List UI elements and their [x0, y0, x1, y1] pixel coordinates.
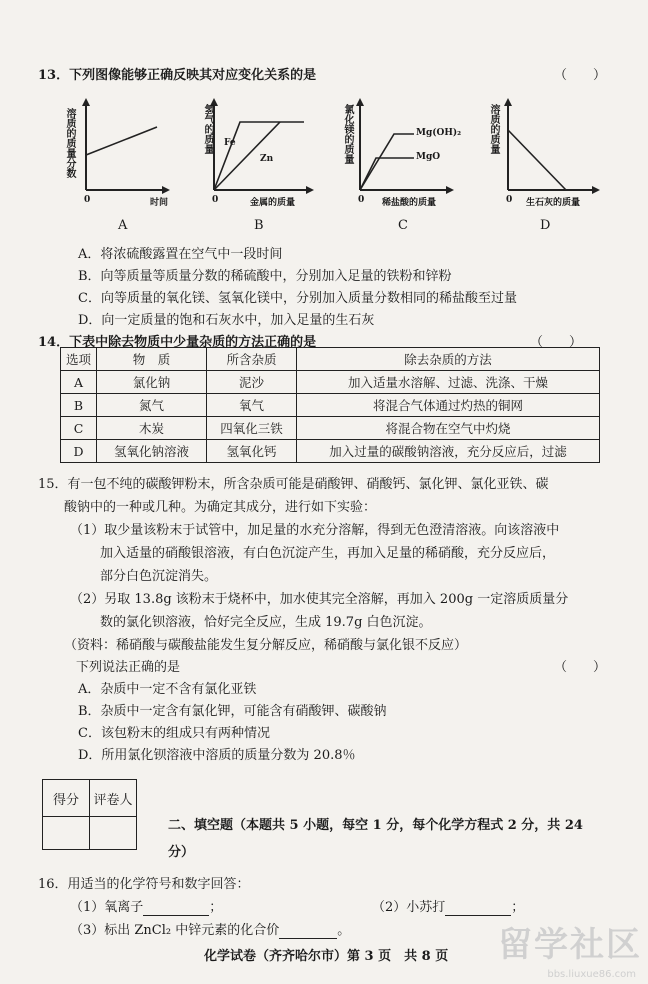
q14-table — [60, 347, 600, 463]
chart-a-xlabel: 时间 — [150, 198, 169, 208]
chart-b-origin: 0 — [212, 195, 219, 205]
chart-b — [188, 100, 318, 210]
q15-note: （资料：稀硝酸与碳酸盐能发生复分解反应，稀硝酸与氯化银不反应） — [64, 638, 468, 653]
header-substance: 物 质 — [97, 348, 207, 371]
chart-d-xlabel: 生石灰的质量 — [526, 198, 581, 208]
chart-b-x-arrow — [306, 186, 314, 194]
q16-blank-2[interactable] — [445, 900, 511, 916]
q15-ask: 下列说法正确的是 — [76, 660, 181, 675]
chart-d-ylabel: 溶质的质量 — [488, 104, 499, 154]
score-box-body — [43, 817, 137, 850]
chart-c-line-mgo — [360, 158, 414, 190]
q13-stem: 13．下列图像能够正确反映其对应变化关系的是 — [38, 68, 317, 83]
row-method: 加入过量的碳酸钠溶液，充分反应后，过滤 — [297, 440, 600, 463]
chart-b-series-zn: Zn — [260, 154, 274, 164]
row-option: A — [61, 371, 97, 394]
row-method: 将混合物在空气中灼烧 — [297, 417, 600, 440]
section-2-title: 二、填空题（本题共 5 小题，每空 1 分，每个化学方程式 2 分，共 24 — [168, 818, 583, 833]
q15-option-d: D．所用氯化钡溶液中溶质的质量分数为 20.8％ — [78, 748, 356, 763]
page-footer: 化学试卷（齐齐哈尔市）第 3 页 共 8 页 — [204, 949, 449, 964]
q16-item-2 — [372, 896, 524, 916]
chart-b-letter: B — [254, 218, 264, 233]
header-method: 除去杂质的方法 — [297, 348, 600, 371]
chart-c-origin: 0 — [358, 195, 365, 205]
chart-b-series-fe: Fe — [224, 138, 236, 148]
chart-c-plot — [338, 100, 478, 210]
chart-d-letter: D — [540, 218, 551, 233]
chart-c-xlabel: 稀盐酸的质量 — [382, 198, 437, 208]
q13-option-d: D．向一定质量的饱和石灰水中，加入足量的生石灰 — [78, 313, 375, 328]
chart-c-ylabel: 氯化镁的质量 — [342, 104, 353, 164]
row-option: B — [61, 394, 97, 417]
q15-p1-line-3: 部分白色沉淀消失。 — [100, 569, 218, 584]
row-impurity: 氢氧化钙 — [207, 440, 297, 463]
chart-d-x-arrow — [592, 186, 600, 194]
chart-c-letter: C — [398, 218, 408, 233]
chart-a — [62, 100, 172, 210]
table-header-row — [61, 348, 600, 371]
chart-b-xlabel: 金属的质量 — [250, 198, 296, 208]
chart-a-x-arrow — [162, 186, 170, 194]
row-substance: 氢氧化钠溶液 — [97, 440, 207, 463]
q16-item-2-semi: ； — [511, 900, 525, 915]
header-option: 选项 — [61, 348, 97, 371]
chart-c-y-arrow — [356, 98, 364, 106]
q15-p2-line-2: 数的氯化钡溶液，恰好完全反应，生成 19.7g 白色沉淀。 — [100, 615, 432, 630]
q16-item-3-period: 。 — [337, 923, 351, 938]
q13-option-b: B．向等质量等质量分数的稀硫酸中，分别加入足量的铁粉和锌粉 — [78, 269, 452, 284]
q13-option-a: A．将浓硫酸露置在空气中一段时间 — [78, 247, 283, 262]
q15-p1-line-1: （1）取少量该粉末于试管中，加足量的水充分溶解，得到无色澄清溶液。向该溶液中 — [70, 523, 560, 538]
table-row — [61, 417, 600, 440]
chart-a-origin: 0 — [84, 195, 91, 205]
q15-answer-paren: （ ） — [554, 660, 607, 675]
chart-a-ylabel: 溶质的质量分数 — [64, 108, 75, 178]
chart-d-plot — [486, 100, 612, 210]
q15-option-c: C．该包粉末的组成只有两种情况 — [78, 726, 270, 741]
q13-answer-paren: （ ） — [554, 68, 607, 83]
q16-item-1 — [70, 896, 222, 916]
table-row — [61, 371, 600, 394]
watermark-logo: 留学社区 — [498, 925, 642, 965]
q16-blank-1[interactable] — [143, 900, 209, 916]
chart-c-series-mgoh2: Mg(OH)₂ — [416, 128, 462, 138]
row-impurity: 泥沙 — [207, 371, 297, 394]
chart-c — [338, 100, 478, 210]
row-impurity: 四氧化三铁 — [207, 417, 297, 440]
header-impurity: 所含杂质 — [207, 348, 297, 371]
chart-a-y-arrow — [82, 98, 90, 106]
score-box-header — [43, 780, 137, 817]
q16-stem: 16．用适当的化学符号和数字回答： — [38, 877, 250, 892]
q15-line-1: 15．有一包不纯的碳酸钾粉末，所含杂质可能是硝酸钾、硝酸钙、氯化钾、氯化亚铁、碳 — [38, 477, 549, 492]
score-cell[interactable] — [43, 817, 90, 850]
q15-option-a: A．杂质中一定不含有氯化亚铁 — [78, 682, 257, 697]
table-row — [61, 394, 600, 417]
chart-a-plot — [62, 100, 172, 210]
row-substance: 氯化钠 — [97, 371, 207, 394]
grader-cell[interactable] — [90, 817, 137, 850]
chart-c-series-mgo: MgO — [416, 152, 441, 162]
q15-p2-line-1: （2）另取 13.8g 该粉末于烧杯中，加水使其完全溶解，再加入 200g 一定溶质质量分 — [70, 592, 569, 607]
chart-d — [486, 100, 612, 210]
chart-d-y-arrow — [504, 98, 512, 106]
q13-option-c: C．向等质量的氧化镁、氢氧化镁中，分别加入质量分数相同的稀盐酸至过量 — [78, 291, 517, 306]
row-method: 加入适量水溶解、过滤、洗涤、干燥 — [297, 371, 600, 394]
grader-label: 评卷人 — [90, 780, 137, 817]
section-2-title-cont: 分） — [168, 845, 195, 860]
chart-d-origin: 0 — [506, 195, 513, 205]
q16-item-3 — [70, 919, 350, 939]
q16-item-3-label: （3）标出 ZnCl₂ 中锌元素的化合价 — [70, 923, 280, 938]
row-option: C — [61, 417, 97, 440]
q15-line-2: 酸钠中的一种或几种。为确定其成分，进行如下实验： — [64, 500, 377, 515]
q15-option-b: B．杂质中一定含有氯化钾，可能含有硝酸钾、碳酸钠 — [78, 704, 387, 719]
score-label: 得分 — [43, 780, 90, 817]
watermark-url: bbs.liuxue86.com — [547, 969, 636, 980]
q16-item-2-label: （2）小苏打 — [372, 900, 446, 915]
chart-d-line — [508, 130, 566, 190]
chart-a-line — [86, 127, 157, 155]
table-row — [61, 440, 600, 463]
row-method: 将混合气体通过灼热的铜网 — [297, 394, 600, 417]
q16-item-1-semi: ； — [209, 900, 223, 915]
chart-a-letter: A — [118, 218, 128, 233]
q14-answer-paren: （ ） — [530, 335, 583, 350]
q16-item-1-label: （1）氧离子 — [70, 900, 144, 915]
score-box — [42, 779, 137, 850]
chart-c-x-arrow — [446, 186, 454, 194]
q14-stem: 14．下表中除去物质中少量杂质的方法正确的是 — [38, 335, 317, 350]
row-substance: 氮气 — [97, 394, 207, 417]
row-impurity: 氧气 — [207, 394, 297, 417]
chart-b-line-fe — [214, 122, 304, 190]
chart-b-ylabel: 氢气的质量 — [202, 104, 213, 154]
row-option: D — [61, 440, 97, 463]
row-substance: 木炭 — [97, 417, 207, 440]
q15-p1-line-2: 加入适量的硝酸银溶液，有白色沉淀产生，再加入足量的稀硝酸，充分反应后， — [100, 546, 556, 561]
chart-c-line-mgoh2 — [360, 134, 414, 190]
q16-blank-3[interactable] — [279, 923, 337, 939]
